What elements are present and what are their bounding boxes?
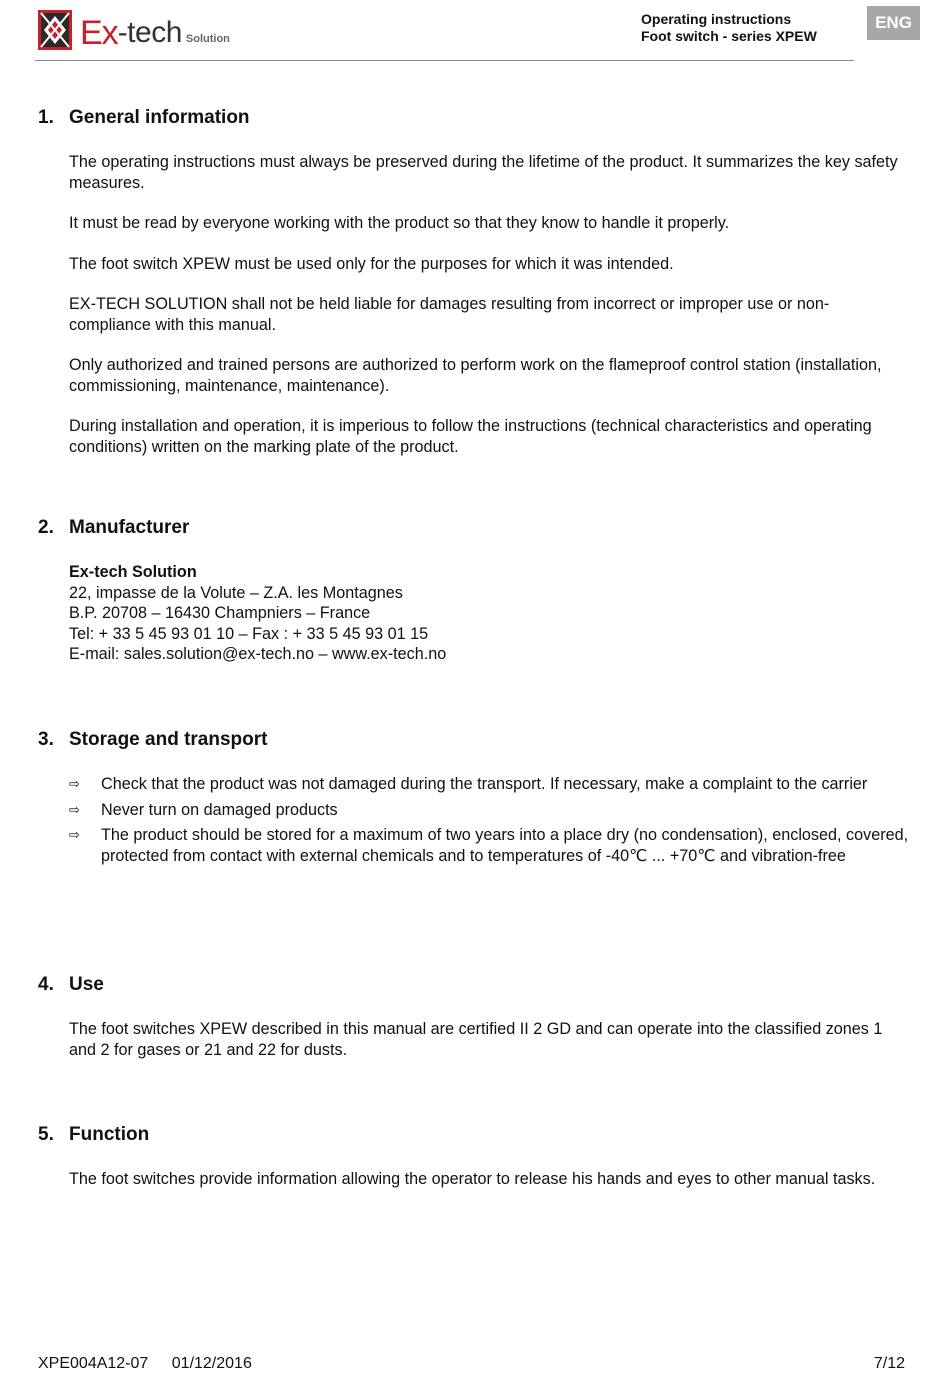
section-general-information bbox=[38, 106, 910, 477]
language-badge: ENG bbox=[867, 6, 920, 40]
section-number: 4. bbox=[38, 974, 54, 995]
section-heading bbox=[38, 973, 910, 997]
page-number: 7/12 bbox=[873, 1355, 905, 1372]
paragraph: The foot switch XPEW must be used only for the purposes for which it was intended. bbox=[69, 254, 674, 273]
section-heading bbox=[38, 1123, 910, 1147]
list-item bbox=[69, 825, 910, 866]
company-logo bbox=[38, 8, 230, 50]
document-date: 01/12/2016 bbox=[171, 1355, 252, 1372]
address-line: B.P. 20708 – 16430 Champniers – France bbox=[69, 604, 371, 622]
list-item-text: Never turn on damaged products bbox=[101, 800, 338, 819]
ex-tech-logo-icon bbox=[38, 10, 72, 50]
phone-fax: Tel: + 33 5 45 93 01 10 – Fax : + 33 5 45 93 01 15 bbox=[69, 624, 429, 643]
hollow-right-arrow-icon: ⇨ bbox=[69, 801, 80, 817]
section-title: Manufacturer bbox=[69, 517, 190, 538]
paragraph: The foot switches XPEW described in this manual are certified II 2 GD and can operate into the classified zones 1 and 2 for gases or 21 and 22 for dusts. bbox=[69, 1020, 883, 1059]
paragraph: It must be read by everyone working with the product so that they know to handle it properly. bbox=[69, 214, 730, 232]
paragraph: Only authorized and trained persons are authorized to perform work on the flameproof control station (installation, commissioning, maintenance, maintenance). bbox=[69, 356, 882, 395]
email-website: E-mail: sales.solution@ex-tech.no – www.ex-tech.no bbox=[69, 645, 447, 663]
hollow-right-arrow-icon: ⇨ bbox=[69, 827, 80, 842]
section-number: 2. bbox=[38, 517, 54, 538]
section-title: Use bbox=[69, 974, 104, 995]
section-number: 5. bbox=[38, 1124, 54, 1145]
list-item bbox=[69, 800, 910, 821]
section-storage-transport bbox=[38, 728, 910, 871]
storage-list bbox=[69, 774, 910, 866]
footer-doc-info bbox=[38, 1355, 252, 1373]
hollow-right-arrow-icon: ⇨ bbox=[69, 776, 80, 791]
list-item bbox=[69, 774, 910, 795]
paragraph: The foot switches provide information allowing the operator to release his hands and eyes to other manual tasks. bbox=[69, 1170, 876, 1188]
address-line: 22, impasse de la Volute – Z.A. les Montagnes bbox=[69, 583, 403, 602]
logo-text-ex: Ex bbox=[80, 14, 118, 52]
document-title-line2: Foot switch - series XPEW bbox=[641, 28, 817, 44]
paragraph: EX-TECH SOLUTION shall not be held liable for damages resulting from incorrect or improper use or non-compliance with this manual. bbox=[69, 295, 830, 334]
list-item-text: The product should be stored for a maximum of two years into a place dry (no condensation), enclosed, covered, protected from contact with external chemicals and to temperatures of -40℃ ... +70℃ and vibration-free bbox=[101, 826, 909, 865]
section-title: Function bbox=[69, 1124, 150, 1145]
section-heading bbox=[38, 106, 910, 130]
logo-text-tech: -tech bbox=[117, 16, 182, 49]
section-function bbox=[38, 1123, 910, 1210]
paragraph: During installation and operation, it is imperious to follow the instructions (technical characteristics and operating conditions) written on the marking plate of the product. bbox=[69, 417, 872, 456]
section-heading bbox=[38, 728, 910, 752]
document-title bbox=[641, 11, 817, 45]
document-code: XPE004A12-07 bbox=[38, 1355, 149, 1372]
document-title-line1: Operating instructions bbox=[641, 11, 792, 27]
list-item-text: Check that the product was not damaged during the transport. If necessary, make a complaint to the carrier bbox=[101, 775, 868, 793]
section-number: 3. bbox=[38, 729, 54, 750]
header-divider bbox=[35, 60, 854, 61]
manufacturer-address bbox=[69, 562, 910, 665]
section-title: General information bbox=[69, 107, 250, 128]
section-manufacturer bbox=[38, 516, 910, 665]
company-name: Ex-tech Solution bbox=[69, 563, 197, 581]
paragraph: The operating instructions must always be preserved during the lifetime of the product. It summarizes the key safety measures. bbox=[69, 153, 898, 192]
logo-text-solution: Solution bbox=[185, 33, 230, 45]
section-heading bbox=[38, 516, 910, 540]
section-title: Storage and transport bbox=[69, 729, 268, 750]
section-number: 1. bbox=[38, 107, 54, 128]
section-use bbox=[38, 973, 910, 1080]
